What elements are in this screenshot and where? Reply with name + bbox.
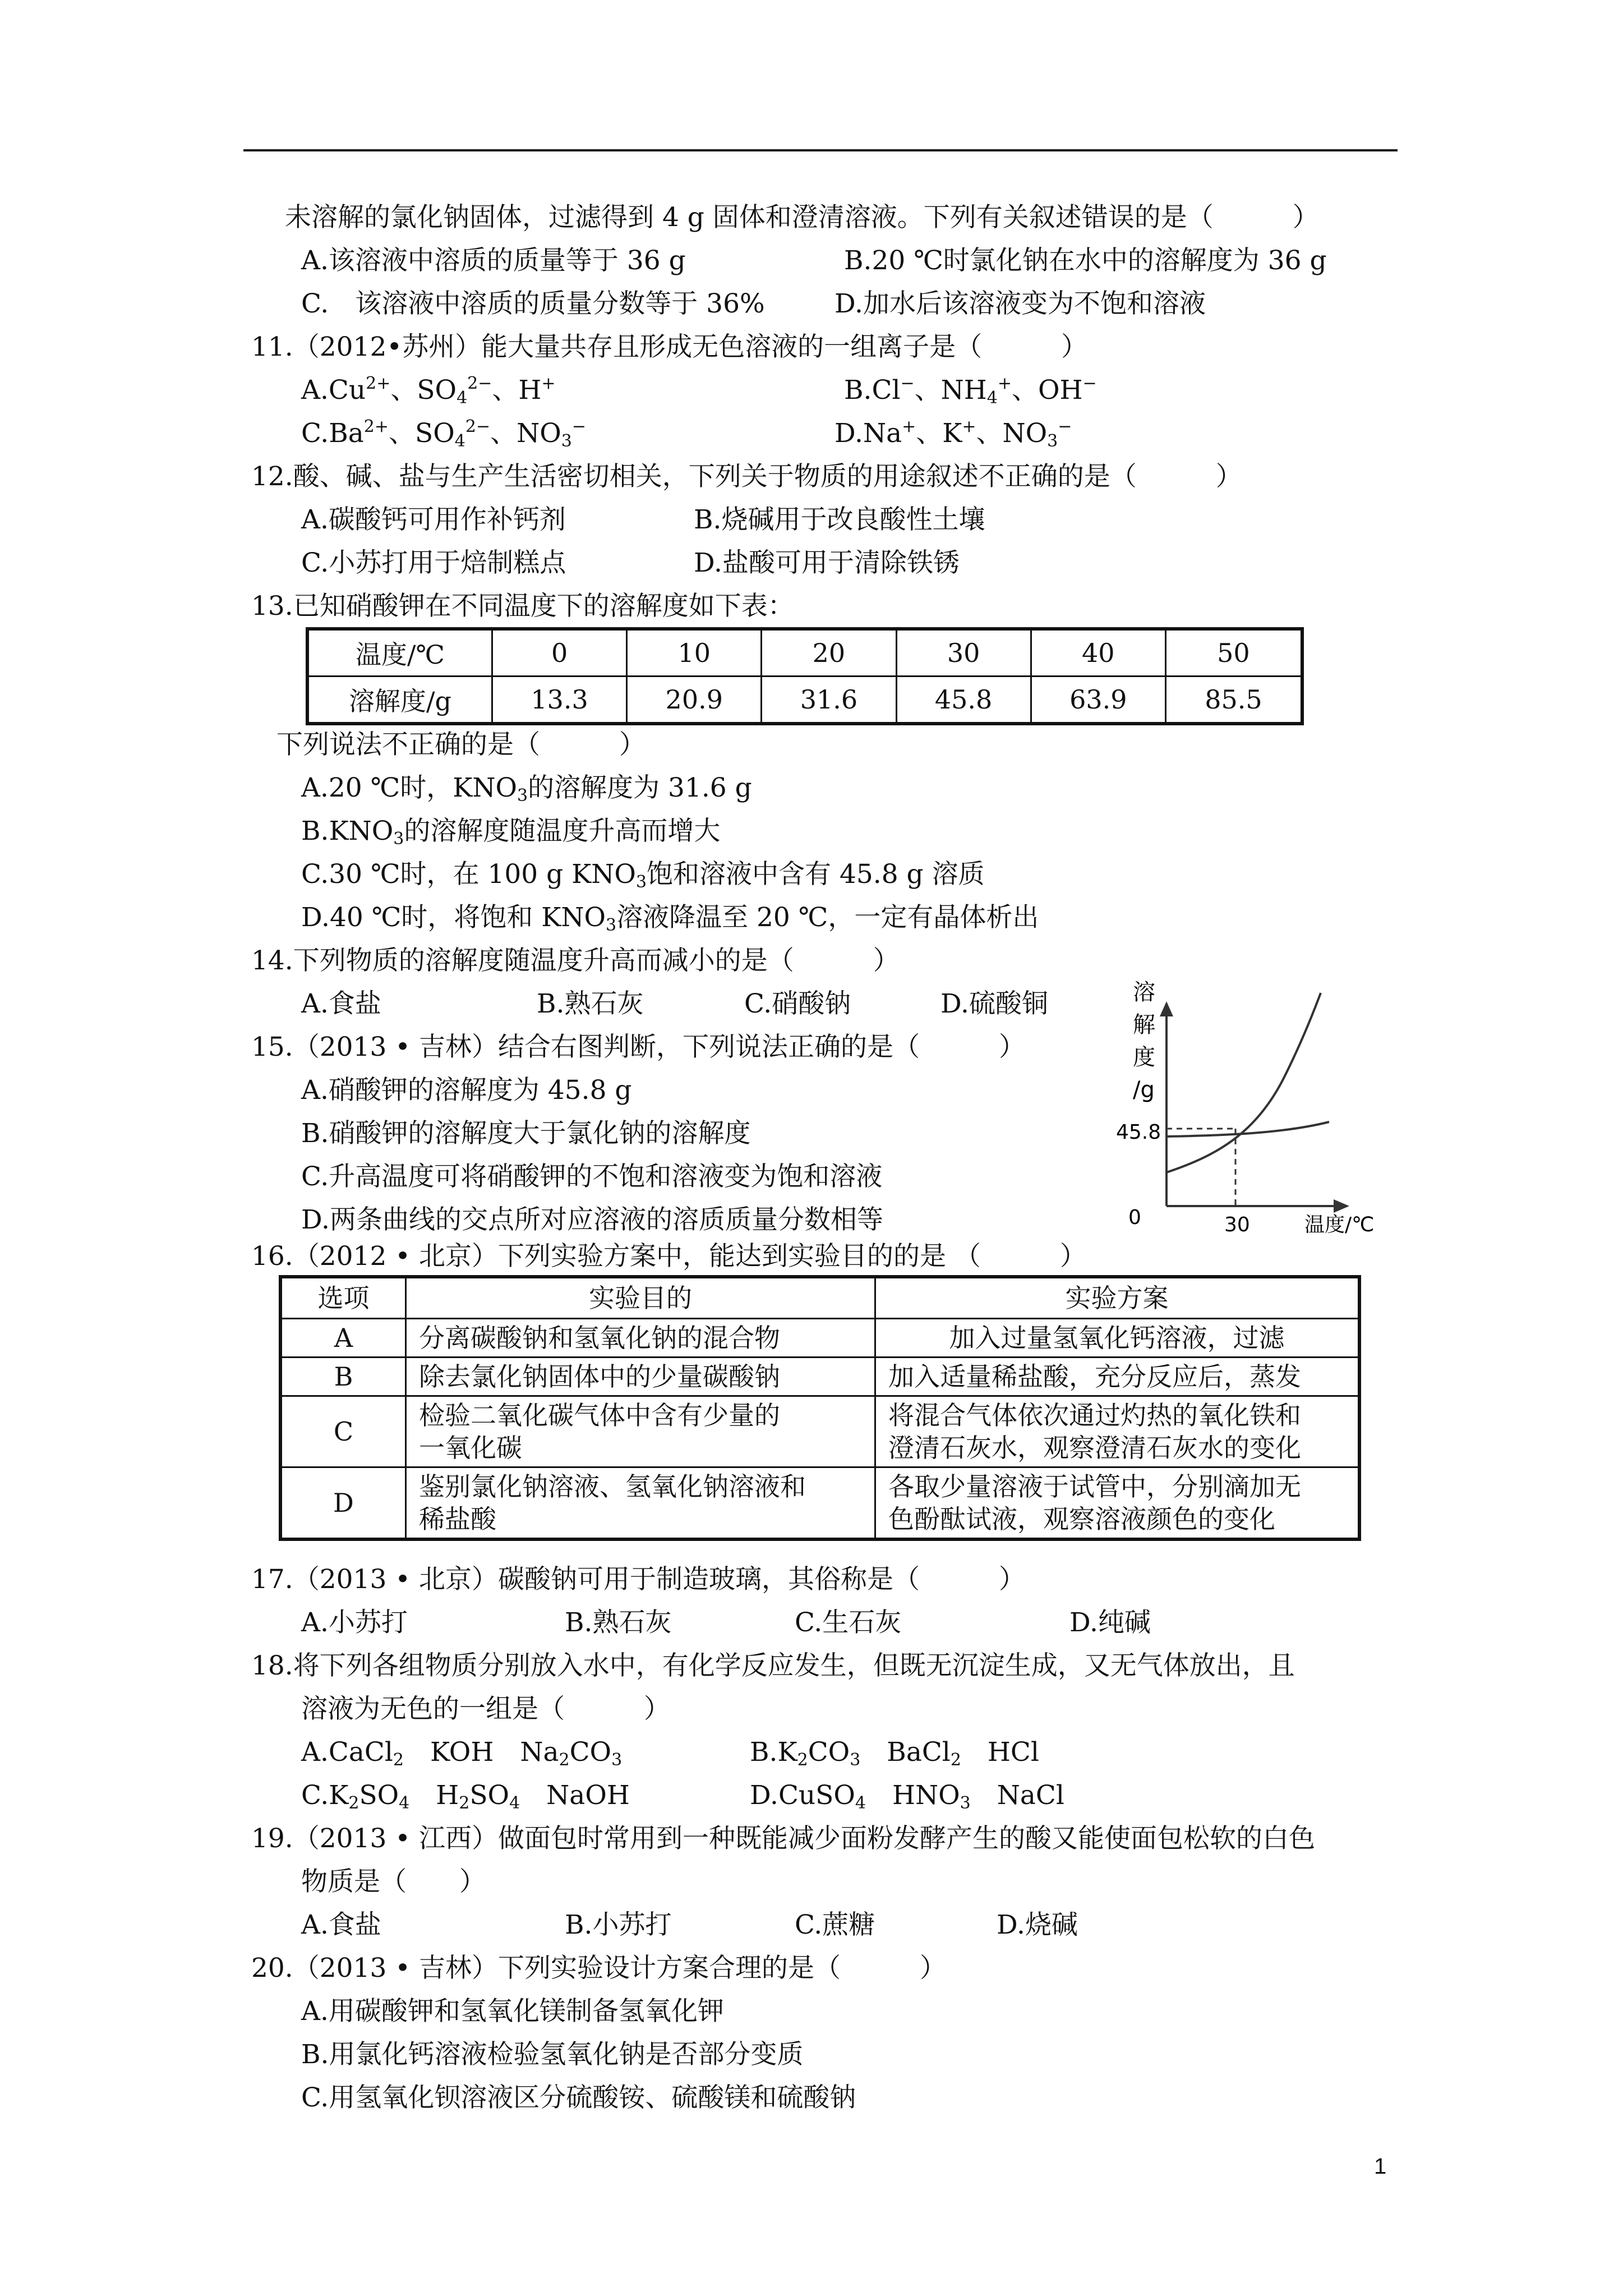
q13-option-b: $B.KNO_3$的溶解度随温度升高而增大 bbox=[301, 816, 721, 849]
table-cell: 31.6 bbox=[762, 677, 896, 724]
q20-option-c: C.用氢氧化钡溶液区分硫酸铵、硫酸镁和硫酸钠 bbox=[301, 2082, 856, 2113]
q17-option-c: C.生石灰 bbox=[795, 1607, 902, 1638]
table-header-cell: 实验方案 bbox=[875, 1277, 1360, 1319]
table-cell: 13.3 bbox=[492, 677, 627, 724]
y-axis-label-char: /g bbox=[1133, 1077, 1155, 1103]
q10-stem-continuation: 未溶解的氯化钠固体，过滤得到 4 g 固体和澄清溶液。下列有关叙述错误的是（ ） bbox=[285, 202, 1319, 233]
solubility-curve-graph bbox=[1116, 970, 1408, 1245]
table-cell: 10 bbox=[627, 629, 762, 677]
q18-stem-line-1: 18.将下列各组物质分别放入水中，有化学反应发生，但既无沉淀生成，又无气体放出，且 bbox=[251, 1650, 1295, 1681]
table-cell: 20 bbox=[762, 629, 896, 677]
q11-option-d: D.Na+、K+、$NO_3^-$ bbox=[834, 417, 1072, 451]
q18-option-a: A.CaCl$_2$ KOH $Na_2CO_3$ bbox=[301, 1737, 623, 1770]
table-row bbox=[307, 677, 1302, 724]
q14-stem: 14.下列物质的溶解度随温度升高而减小的是（ ） bbox=[251, 945, 900, 976]
table-cell: 除去氯化钠固体中的少量碳酸钠 bbox=[406, 1358, 875, 1396]
table-cell: C bbox=[280, 1396, 406, 1467]
table-row bbox=[280, 1319, 1359, 1358]
y-value-label: 45.8 bbox=[1116, 1121, 1161, 1144]
q18-option-d: D.CuSO$_4$ $HNO_3$ NaCl bbox=[750, 1780, 1064, 1813]
x-axis-arrow bbox=[1334, 1199, 1349, 1213]
q15-option-c: C.升高温度可将硝酸钾的不饱和溶液变为饱和溶液 bbox=[301, 1161, 883, 1192]
table-cell: 40 bbox=[1031, 629, 1165, 677]
q13-question: 下列说法不正确的是（ ） bbox=[276, 729, 645, 760]
q17-stem: 17.（2013 • 北京）碳酸钠可用于制造玻璃，其俗称是（ ） bbox=[251, 1564, 1025, 1595]
experiment-table bbox=[279, 1275, 1361, 1541]
table-cell: 20.9 bbox=[627, 677, 762, 724]
table-header-cell: 选项 bbox=[280, 1277, 406, 1319]
table-cell: 45.8 bbox=[896, 677, 1031, 724]
q15-option-d: D.两条曲线的交点所对应溶液的溶质质量分数相等 bbox=[301, 1204, 883, 1235]
table-cell: D bbox=[280, 1467, 406, 1540]
table-cell: 检验二氧化碳气体中含有少量的 一氧化碳 bbox=[406, 1396, 875, 1467]
y-axis-label-char: 解 bbox=[1133, 1012, 1155, 1038]
table-header-cell: 溶解度/g bbox=[307, 677, 492, 724]
y-axis-label-char: 度 bbox=[1133, 1045, 1155, 1070]
q12-option-c: C.小苏打用于焙制糕点 bbox=[301, 547, 566, 578]
page-number: 1 bbox=[1374, 2154, 1387, 2179]
q12-stem: 12.酸、碱、盐与生产生活密切相关，下列关于物质的用途叙述不正确的是（ ） bbox=[251, 461, 1242, 492]
q11-option-c: $C.Ba^{2+}$、$SO_4^{2-}$、$NO_3^-$ bbox=[301, 417, 586, 451]
table-row bbox=[307, 629, 1302, 677]
y-axis-arrow bbox=[1160, 1001, 1173, 1016]
q15-option-b: B.硝酸钾的溶解度大于氯化钠的溶解度 bbox=[301, 1118, 751, 1149]
table-cell: B bbox=[280, 1358, 406, 1396]
table-cell: 50 bbox=[1165, 629, 1302, 677]
q18-option-c: $C.K_2SO_4$ $H_2SO_4$ NaOH bbox=[301, 1780, 630, 1813]
q10-option-d: D.加水后该溶液变为不饱和溶液 bbox=[834, 288, 1206, 319]
table-cell: A bbox=[280, 1319, 406, 1358]
x-axis-label: 温度/℃ bbox=[1304, 1213, 1375, 1236]
y-axis-label-char: 溶 bbox=[1133, 979, 1155, 1005]
kno3-curve bbox=[1166, 993, 1321, 1172]
q13-option-d: D.40 ℃时，将饱和 $KNO_3$溶液降温至 20 ℃，一定有晶体析出 bbox=[301, 902, 1039, 935]
q12-option-b: B.烧碱用于改良酸性土壤 bbox=[694, 504, 985, 535]
q15-stem: 15.（2013 • 吉林）结合右图判断，下列说法正确的是（ ） bbox=[251, 1032, 1025, 1062]
q18-stem-line-2: 溶液为无色的一组是（ ） bbox=[301, 1694, 670, 1724]
q11-option-a: $A.Cu^{2+}$、$SO_4^{2-}$、H+ bbox=[301, 374, 556, 408]
q19-option-c: C.蔗糖 bbox=[795, 1910, 875, 1940]
q14-option-c: C.硝酸钠 bbox=[744, 988, 851, 1019]
table-row bbox=[280, 1467, 1359, 1540]
table-header-cell: 实验目的 bbox=[406, 1277, 875, 1319]
q19-option-a: A.食盐 bbox=[301, 1910, 381, 1940]
header-rule bbox=[243, 149, 1398, 151]
q17-option-b: B.熟石灰 bbox=[565, 1607, 672, 1638]
q17-option-a: A.小苏打 bbox=[301, 1607, 408, 1638]
q13-option-a: A.20 ℃时，$KNO_3$的溶解度为 31.6 g bbox=[301, 772, 752, 806]
q12-option-a: A.碳酸钙可用作补钙剂 bbox=[301, 504, 566, 535]
q20-option-b: B.用氯化钙溶液检验氢氧化钠是否部分变质 bbox=[301, 2039, 804, 2070]
q11-stem: 11.（2012•苏州）能大量共存且形成无色溶液的一组离子是（ ） bbox=[251, 332, 1088, 362]
q12-option-d: D.盐酸可用于清除铁锈 bbox=[694, 547, 960, 578]
q15-option-a: A.硝酸钾的溶解度为 45.8 g bbox=[301, 1075, 632, 1106]
q14-option-b: B.熟石灰 bbox=[537, 988, 644, 1019]
table-row bbox=[280, 1358, 1359, 1396]
table-cell: 0 bbox=[492, 629, 627, 677]
q13-stem: 13.已知硝酸钾在不同温度下的溶解度如下表： bbox=[251, 591, 794, 622]
q19-option-d: D.烧碱 bbox=[997, 1910, 1078, 1940]
table-row bbox=[280, 1396, 1359, 1467]
table-header-cell: 温度/℃ bbox=[307, 629, 492, 677]
q20-stem: 20.（2013 • 吉林）下列实验设计方案合理的是（ ） bbox=[251, 1953, 946, 1984]
q10-option-a: A.该溶液中溶质的质量等于 36 g bbox=[301, 245, 686, 276]
q16-stem: 16.（2012 • 北京）下列实验方案中，能达到实验目的的是 （ ） bbox=[251, 1241, 1086, 1272]
q17-option-d: D.纯碱 bbox=[1069, 1607, 1151, 1638]
table-cell: 63.9 bbox=[1031, 677, 1165, 724]
table-cell: 分离碳酸钠和氢氧化钠的混合物 bbox=[406, 1319, 875, 1358]
origin-label: 0 bbox=[1128, 1206, 1141, 1229]
table-cell: 各取少量溶液于试管中，分别滴加无 色酚酞试液，观察溶液颜色的变化 bbox=[875, 1467, 1360, 1540]
q19-stem-line-1: 19.（2013 • 江西）做面包时常用到一种既能减少面粉发酵产生的酸又能使面包松软的白色 bbox=[251, 1823, 1315, 1854]
table-row bbox=[280, 1277, 1359, 1319]
x-value-label: 30 bbox=[1224, 1213, 1250, 1236]
q18-option-b: $B.K_2CO_3$ BaCl$_2$ HCl bbox=[750, 1737, 1039, 1770]
table-cell: 加入过量氢氧化钙溶液，过滤 bbox=[875, 1319, 1360, 1358]
q14-option-d: D.硫酸铜 bbox=[940, 988, 1048, 1019]
q10-option-b: B.20 ℃时氯化钠在水中的溶解度为 36 g bbox=[844, 245, 1327, 276]
q14-option-a: A.食盐 bbox=[301, 988, 381, 1019]
q19-stem-line-2: 物质是（ ） bbox=[301, 1866, 486, 1897]
q11-option-b: B.Cl−、$NH_4^+$、OH− bbox=[844, 374, 1097, 408]
q20-option-a: A.用碳酸钾和氢氧化镁制备氢氧化钾 bbox=[301, 1996, 724, 2027]
table-cell: 85.5 bbox=[1165, 677, 1302, 724]
kno3-solubility-table bbox=[306, 627, 1304, 725]
q10-option-c: C. 该溶液中溶质的质量分数等于 36% bbox=[301, 288, 765, 319]
table-cell: 30 bbox=[896, 629, 1031, 677]
q13-option-c: C.30 ℃时，在 100 g $KNO_3$饱和溶液中含有 45.8 g 溶质 bbox=[301, 859, 985, 892]
table-cell: 加入适量稀盐酸，充分反应后，蒸发 bbox=[875, 1358, 1360, 1396]
table-cell: 鉴别氯化钠溶液、氢氧化钠溶液和 稀盐酸 bbox=[406, 1467, 875, 1540]
q19-option-b: B.小苏打 bbox=[565, 1910, 672, 1940]
table-cell: 将混合气体依次通过灼热的氧化铁和 澄清石灰水，观察澄清石灰水的变化 bbox=[875, 1396, 1360, 1467]
